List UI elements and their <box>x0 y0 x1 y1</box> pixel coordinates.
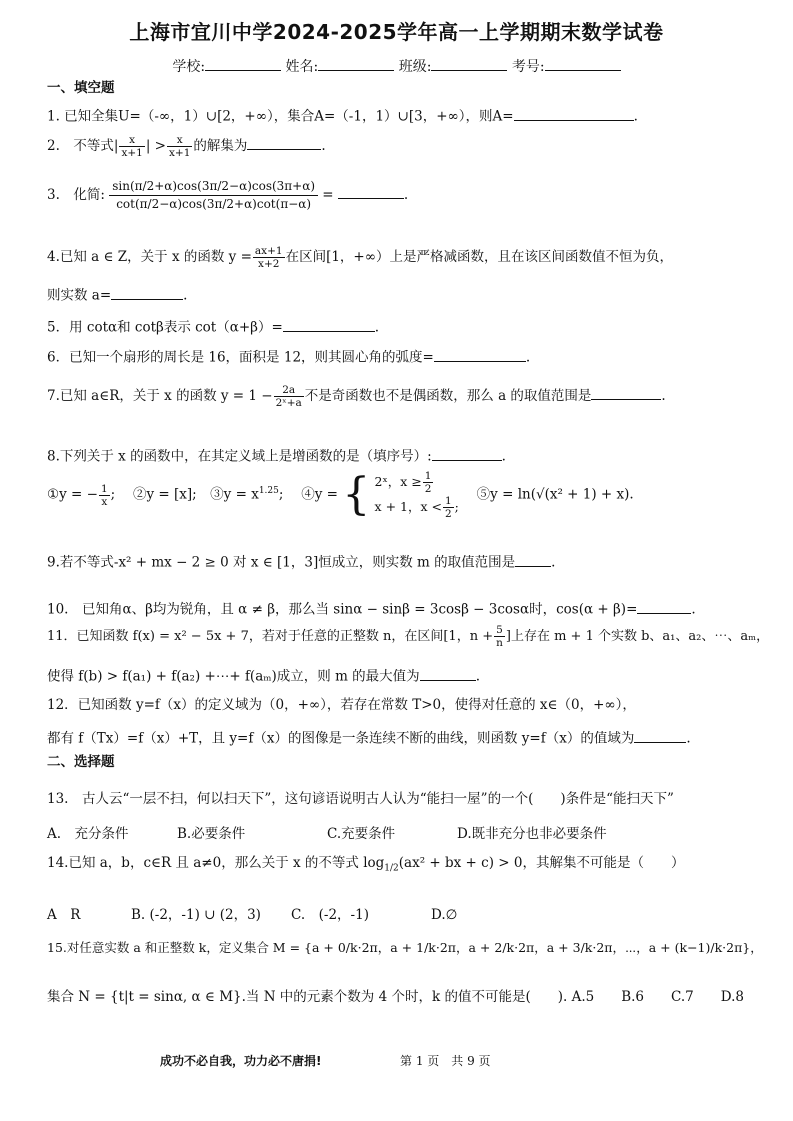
option-a: A. 充分条件 <box>47 826 129 842</box>
option-d: D.∅ <box>431 907 458 923</box>
answer-blank <box>338 184 404 199</box>
question-12: 12．已知函数 y=f（x）的定义域为（0，+∞），若存在常数 T>0，使得对任意的 x∈（0，+∞）， <box>47 697 636 713</box>
name-blank <box>318 56 394 71</box>
id-label: 考号: <box>511 59 545 75</box>
option-c: C. (-2，-1) <box>291 907 369 923</box>
question-10: 10. 已知角α、β均为锐角，且 α ≠ β，那么当 sinα − sinβ = 3cosβ − 3cosα时，cos(α + β)= . <box>47 599 696 618</box>
question-1: 1. 已知全集U=（-∞，1）∪[2，+∞），集合A=（-1，1）∪[3，+∞），则A= . <box>47 106 638 125</box>
option-b: B.必要条件 <box>177 826 246 842</box>
question-12-cont: 都有 f（Tx）=f（x）+T，且 y=f（x）的图像是一条连续不断的曲线，则函数 y=f（x）的值域为 . <box>47 728 691 747</box>
question-15-cont: 集合 N = {t|t = sinα, α ∈ M}.当 N 中的元素个数为 4 个时，k 的值不可能是( ). A.5 B.6 C.7 D.8 <box>47 989 744 1005</box>
fraction: $\frac{5}{n}$ <box>496 624 503 650</box>
question-8: 8.下列关于 x 的函数中，在其定义域上是增函数的是（填序号）: . <box>47 446 506 465</box>
answer-blank <box>247 136 321 151</box>
question-3: 3. 化简: $\frac{\sin(\pi/2+\alpha)\cos(3\pi/2-\alpha)\cos(3\pi+\alpha)}{\cot(\pi/2-\alpha)\cos(3\pi/2+\alpha)\cot(\pi-\alpha)}$ = . <box>47 179 409 211</box>
fraction: $\frac{x}{x+1}$ <box>121 134 143 160</box>
answer-blank <box>515 552 551 567</box>
name-label: 姓名: <box>285 59 319 75</box>
option-a: A R <box>47 907 81 923</box>
question-6: 6．已知一个扇形的周长是 16，面积是 12，则其圆心角的弧度= . <box>47 347 530 366</box>
answer-blank <box>432 446 502 461</box>
fraction: $\frac{ax+1}{x+2}$ <box>254 245 283 271</box>
left-brace: { <box>342 469 371 521</box>
id-blank <box>545 56 621 71</box>
question-4-cont: 则实数 a= . <box>47 285 187 304</box>
section-multiple-choice-heading: 二、选择题 <box>47 754 115 770</box>
question-2: 2. 不等式| $\frac{x}{x+1}$ | > $\frac{x}{x+1}$ 的解集为 . <box>47 134 326 160</box>
section-fill-blank-heading: 一、填空题 <box>47 80 115 96</box>
class-label: 班级: <box>398 59 432 75</box>
question-14: 14.已知 a，b，c∈R 且 a≠0，那么关于 x 的不等式 $\log_{1/2}(ax^2$ + bx + c) > 0，其解集不可能是（ ） <box>47 855 685 874</box>
answer-blank <box>434 347 526 362</box>
class-blank <box>431 56 507 71</box>
answer-blank <box>637 599 691 614</box>
student-info-row <box>0 56 793 76</box>
exam-title: 上海市宜川中学2024-2025学年高一上学期期末数学试卷 <box>129 20 664 44</box>
trig-fraction: $\frac{\sin(\pi/2+\alpha)\cos(3\pi/2-\alpha)\cos(3\pi+\alpha)}{\cot(\pi/2-\alpha)\cos(3\pi/2+\alpha)\cot(\pi-\alpha)}$ <box>109 178 318 213</box>
fraction: $\frac{2a}{\text{2ˣ+a}}$ <box>275 384 302 410</box>
answer-blank <box>111 285 183 300</box>
answer-blank <box>634 728 686 743</box>
question-11-cont: 使得 f(b) > f(a₁) + f(a₂) +⋯+ f(aₘ)成立，则 m 的最大值为 . <box>47 666 480 685</box>
school-blank <box>205 56 281 71</box>
option-b: B. (-2，-1) ∪ (2，3) <box>131 907 261 923</box>
question-5: 5．用 cotα和 cotβ表示 cot（α+β）= . <box>47 317 379 336</box>
question-11: 11．已知函数 f(x) = x² − 5x + 7，若对于任意的正整数 n，在区间[1，n + $\frac{5}{n}$ ]上存在 m + 1 个实数 b、a₁、a₂、⋯、aₘ， <box>47 624 770 650</box>
question-4: 4.已知 a ∈ Z，关于 x 的函数 y = $\frac{ax+1}{x+2}$ 在区间[1，+∞）上是严格减函数，且在该区间函数值不恒为负， <box>47 245 673 271</box>
answer-blank <box>591 386 661 401</box>
school-label: 学校: <box>172 59 206 75</box>
answer-blank <box>283 317 375 332</box>
piecewise-cases: 2ˣ，x ≥ $\frac{1}{2}$ x + 1，x < $\frac{1}{2}$ ; <box>374 470 459 521</box>
answer-blank <box>420 666 476 681</box>
answer-blank <box>514 106 634 121</box>
page-number: 第 1 页 共 9 页 <box>400 1054 491 1068</box>
question-13: 13. 古人云“一层不扫，何以扫天下”，这句谚语说明古人认为“能扫一屋”的一个( )条件是“能扫天下” <box>47 791 674 807</box>
option-c: C.充要条件 <box>327 826 396 842</box>
question-15: 15.对任意实数 a 和正整数 k，定义集合 M = {a + 0/k·2π，a + 1/k·2π，a + 2/k·2π，a + 3/k·2π，⋯，a + (k−1)/k·2π}， <box>47 940 763 955</box>
fraction: $\frac{1}{x}$ <box>100 482 108 508</box>
question-7: 7.已知 a∈R，关于 x 的函数 y = 1 − $\frac{2a}{\text{2ˣ+a}}$ 不是奇函数也不是偶函数，那么 a 的取值范围是 . <box>47 384 666 410</box>
option-d: D.既非充分也非必要条件 <box>457 826 607 842</box>
question-9: 9.若不等式-x² + mx − 2 ≥ 0 对 x ∈ [1，3]恒成立，则实数 m 的取值范围是 . <box>47 552 555 571</box>
fraction: $\frac{x}{x+1}$ <box>169 134 191 160</box>
question-8-options: ①y = − $\frac{1}{x}$ ; ②y = [x]; ③y = $x^{1.25}$; ④y = { 2ˣ，x ≥ $\frac{1}{2}$ x + 1，x < $\frac{1}{2}$ ; ⑤y = ln(√(x² + 1) + x). <box>47 469 634 521</box>
footer-motto: 成功不必自我，功力必不唐捐! <box>160 1054 322 1068</box>
